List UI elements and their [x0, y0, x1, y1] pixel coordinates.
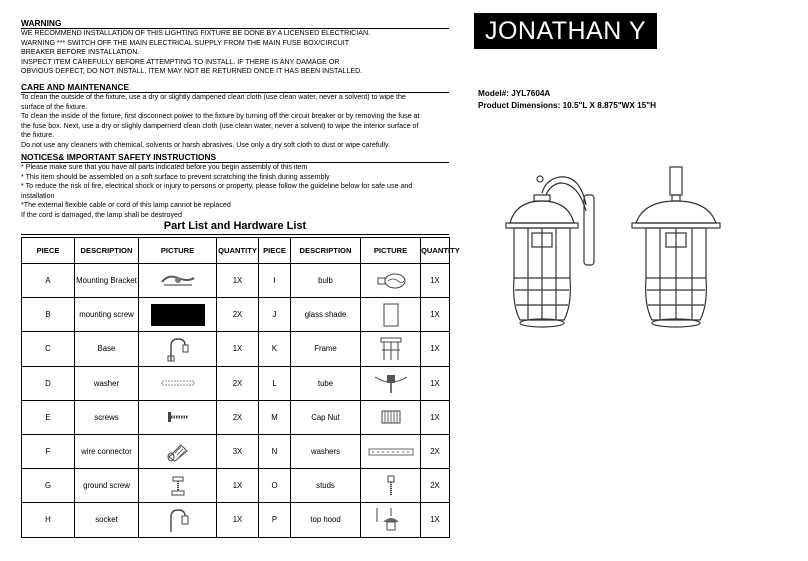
piece-cell: P	[259, 503, 291, 537]
piece-cell: N	[259, 434, 291, 468]
piece-cell: C	[22, 332, 75, 366]
product-dimensions: Product Dimensions: 10.5"L X 8.875"WX 15"H	[478, 101, 657, 110]
header-quantity: QUANTITY	[421, 238, 450, 264]
model-number: Model#: JYL7604A	[478, 89, 551, 98]
mounting-bracket-icon	[139, 264, 217, 298]
ground-screw-icon	[139, 469, 217, 503]
quantity-cell: 1X	[421, 503, 450, 537]
lamp-front-view-drawing	[622, 165, 732, 345]
top-hood-icon	[361, 503, 421, 537]
piece-cell: F	[22, 434, 75, 468]
quantity-cell: 2X	[217, 298, 259, 332]
quantity-cell: 1X	[217, 264, 259, 298]
quantity-cell: 2X	[217, 366, 259, 400]
piece-cell: L	[259, 366, 291, 400]
piece-cell: I	[259, 264, 291, 298]
description-cell: socket	[75, 503, 139, 537]
washers-icon	[361, 434, 421, 468]
care-line: Do not use any cleaners with chemical, solvents or harsh abrasives. Use only a dry soft cloth to dust or wipe carefully.	[21, 140, 390, 149]
lamp-side-view-drawing	[488, 165, 608, 345]
description-cell: studs	[291, 469, 361, 503]
piece-cell: A	[22, 264, 75, 298]
piece-cell: H	[22, 503, 75, 537]
piece-cell: D	[22, 366, 75, 400]
description-cell: Mounting Bracket	[75, 264, 139, 298]
description-cell: wire connector	[75, 434, 139, 468]
quantity-cell: 1X	[421, 332, 450, 366]
description-cell: top hood	[291, 503, 361, 537]
warning-line: INSPECT ITEM CAREFULLY BEFORE ATTEMPTING TO INSTALL. IF THERE IS ANY DAMAGE OR	[21, 57, 340, 66]
table-row	[22, 469, 450, 503]
quantity-cell: 1X	[217, 332, 259, 366]
table-row	[22, 332, 450, 366]
piece-cell: B	[22, 298, 75, 332]
care-line: surface of the fixture.	[21, 102, 88, 111]
piece-cell: O	[259, 469, 291, 503]
header-piece: PIECE	[259, 238, 291, 264]
bulb-icon	[361, 264, 421, 298]
quantity-cell: 2X	[421, 434, 450, 468]
care-line: To clean the outside of the fixture, use a dry or slightly dampened clean cloth (use clean water, never a solvent) to wipe the	[21, 93, 406, 101]
mounting-screw-icon	[139, 298, 217, 332]
parts-list-title: Part List and Hardware List	[21, 219, 449, 235]
description-cell: Base	[75, 332, 139, 366]
quantity-cell: 2X	[421, 469, 450, 503]
cap-nut-icon	[361, 400, 421, 434]
notice-line: *The external flexible cable or cord of this lamp cannot be replaced	[21, 201, 231, 210]
table-row	[22, 298, 450, 332]
description-cell: glass shade	[291, 298, 361, 332]
quantity-cell: 1X	[421, 298, 450, 332]
description-cell: washer	[75, 366, 139, 400]
header-description: DESCRIPTION	[291, 238, 361, 264]
table-header-row	[22, 238, 450, 264]
header-picture: PICTURE	[361, 238, 421, 264]
description-cell: bulb	[291, 264, 361, 298]
quantity-cell: 1X	[421, 366, 450, 400]
quantity-cell: 3X	[217, 434, 259, 468]
wire-connector-icon	[139, 434, 217, 468]
header-piece: PIECE	[22, 238, 75, 264]
description-cell: ground screw	[75, 469, 139, 503]
notices-body	[21, 163, 449, 221]
warning-title: WARNING	[21, 18, 449, 29]
socket-icon	[139, 503, 217, 537]
description-cell: tube	[291, 366, 361, 400]
notice-line: If the cord is damaged, the lamp shall be destroyed	[21, 210, 182, 219]
piece-cell: J	[259, 298, 291, 332]
table-row	[22, 400, 450, 434]
base-icon	[139, 332, 217, 366]
warning-line: BREAKER BEFORE INSTALLATION.	[21, 48, 140, 57]
description-cell: Cap Nut	[291, 400, 361, 434]
description-cell: Frame	[291, 332, 361, 366]
care-line: the fixture.	[21, 131, 55, 140]
washer-icon	[139, 366, 217, 400]
notice-line: * To reduce the risk of fire, electrical shock or injury to persons or property, please follow the guideline below for safe use and	[21, 182, 413, 191]
piece-cell: M	[259, 400, 291, 434]
description-cell: washers	[291, 434, 361, 468]
screws-icon	[139, 400, 217, 434]
header-quantity: QUANTITY	[217, 238, 259, 264]
brand-logo: JONATHAN Y	[474, 13, 657, 49]
notice-line: * This item should be assembled on a soft surface to prevent scratching the finish during assembly	[21, 172, 330, 181]
quantity-cell: 2X	[217, 400, 259, 434]
table-row	[22, 434, 450, 468]
care-line: the fuse box. Next, use a dry or slighly dampernerd clean cloth (use clean water, never a solvent) to wipe the interior surface of	[21, 121, 419, 130]
description-cell: mounting screw	[75, 298, 139, 332]
warning-line: OBVIOUS DEFECT, DO NOT INSTALL. ITEM MAY NOT BE RETURNED ONCE IT HAS BEEN INSTALLED.	[21, 67, 363, 76]
warning-body	[21, 29, 449, 77]
tube-icon	[361, 366, 421, 400]
quantity-cell: 1X	[217, 469, 259, 503]
header-picture: PICTURE	[139, 238, 217, 264]
care-body	[21, 93, 449, 151]
quantity-cell: 1X	[217, 503, 259, 537]
notices-title: NOTICES& IMPORTANT SAFETY INSTRUCTIONS	[21, 152, 449, 163]
piece-cell: G	[22, 469, 75, 503]
notice-line: * Please make sure that you have all parts indicated before you begin assembly of this item	[21, 163, 308, 171]
care-line: To clean the inside of the fixture, first disconnect power to the fixture by turning off the circuit breaker or by removing the fuse at	[21, 112, 420, 121]
quantity-cell: 1X	[421, 400, 450, 434]
piece-cell: K	[259, 332, 291, 366]
glass-shade-icon	[361, 298, 421, 332]
table-row	[22, 366, 450, 400]
parts-table	[21, 237, 460, 538]
studs-icon	[361, 469, 421, 503]
table-row	[22, 503, 450, 537]
frame-icon	[361, 332, 421, 366]
care-title: CARE AND MAINTENANCE	[21, 82, 449, 93]
piece-cell: E	[22, 400, 75, 434]
header-description: DESCRIPTION	[75, 238, 139, 264]
description-cell: screws	[75, 400, 139, 434]
quantity-cell: 1X	[421, 264, 450, 298]
notice-line: installation	[21, 191, 55, 200]
table-row	[22, 264, 450, 298]
warning-line: WARNING *** SWITCH OFF THE MAIN ELECTRICAL SUPPLY FROM THE MAIN FUSE BOX/CIRCUIT	[21, 38, 350, 47]
warning-line: WE RECOMMEND INSTALLATION OF THIS LIGHTING FIXTURE BE DONE BY A LICENSED ELECTRICIAN.	[21, 29, 371, 37]
